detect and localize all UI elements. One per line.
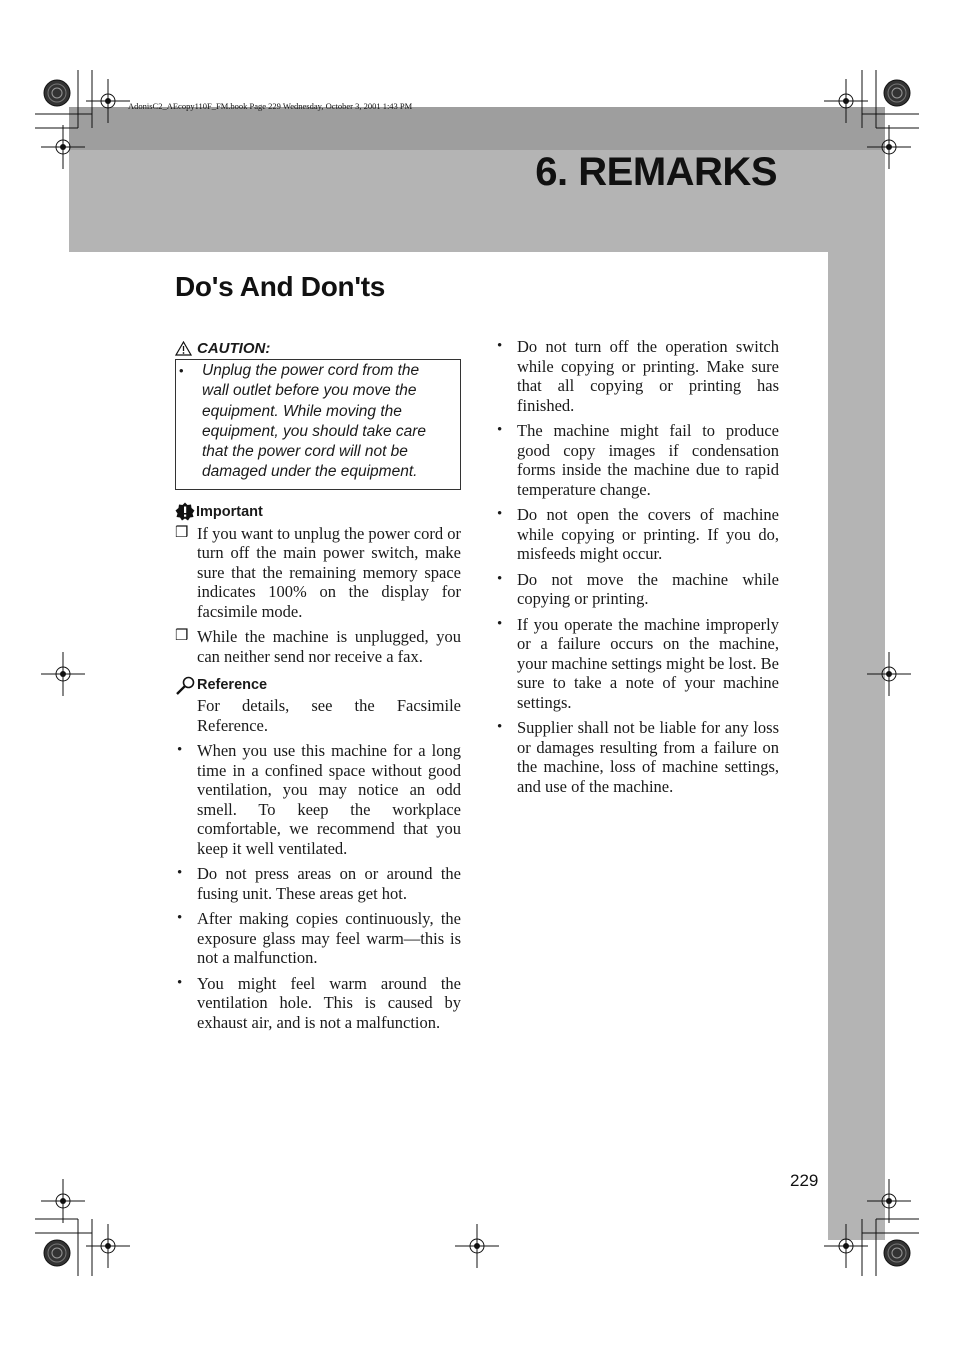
chapter-title: 6. REMARKS (535, 150, 777, 194)
reference-label: Reference (197, 677, 268, 694)
bullet-icon: • (177, 974, 183, 991)
caution-text: Unplug the power cord from the wall outlet before you move the equipment. While moving the equipment, you should take care that the power cord will not be damaged under the equipment. (202, 362, 427, 481)
important-list (175, 524, 461, 667)
caution-heading (175, 338, 461, 358)
list-item (175, 909, 461, 968)
list-item-text: You might feel warm around the ventilation hole. This is caused by exhaust air, and is not a malfunction. (197, 973, 461, 1032)
bullet-icon: • (497, 422, 503, 438)
left-column (175, 338, 461, 1038)
checkbox-icon: ❒ (175, 524, 189, 541)
list-item-text: After making copies continuously, the exposure glass may feel warm—this is not a malfunction. (197, 909, 461, 968)
caution-item (179, 361, 450, 483)
bullet-icon: • (497, 719, 503, 735)
important-item-text: While the machine is unplugged, you can neither send nor receive a fax. (197, 627, 461, 666)
registration-bottom-left-icon (86, 1224, 130, 1268)
list-item-text: The machine might fail to produce good copy images if condensation forms inside the machine due to rapid temperature change. (517, 421, 779, 499)
bullet-icon: • (177, 742, 183, 759)
list-item-text: Do not move the machine while copying or printing. (517, 569, 779, 608)
important-heading (175, 502, 461, 522)
important-item (175, 627, 461, 666)
rosette-top-left-icon (44, 80, 70, 106)
registration-top-left-icon (86, 79, 130, 123)
important-item (175, 524, 461, 622)
registration-right-middle-icon (867, 652, 911, 696)
registration-right-lower-icon (867, 1179, 911, 1223)
important-label: Important (196, 503, 263, 520)
section-title: Do's And Don'ts (175, 271, 385, 302)
registration-top-right-icon (824, 79, 868, 123)
registration-left-upper-icon (41, 125, 85, 169)
registration-bottom-center-icon (455, 1224, 499, 1268)
registration-left-middle-icon (41, 652, 85, 696)
reference-heading (175, 675, 461, 695)
right-column (495, 337, 779, 802)
rosette-top-right-icon (884, 80, 910, 106)
list-item-text: When you use this machine for a long time in a confined space without good ventilation, you may notice an odd smell. To keep the workplace comfortable, we recommend that you keep it well ventilated. (197, 741, 461, 858)
page-number: 229 (790, 1171, 819, 1190)
list-item (495, 570, 779, 609)
checkbox-icon: ❒ (175, 628, 189, 645)
list-item (495, 615, 779, 713)
list-item (495, 718, 779, 796)
bullet-icon: • (177, 865, 183, 882)
registration-right-upper-icon (867, 125, 911, 169)
list-item (495, 337, 779, 415)
rosette-bottom-left-icon (44, 1240, 70, 1266)
bullet-icon: • (497, 570, 503, 587)
bullet-icon: • (497, 338, 503, 354)
list-item-text: If you operate the machine improperly or a failure occurs on the machine, your machine settings might be lost. Be sure to take a note of your machine settings. (517, 614, 779, 712)
list-item (175, 864, 461, 903)
left-bullet-list (175, 741, 461, 1032)
bullet-icon: • (497, 506, 503, 522)
rosette-bottom-right-icon (884, 1240, 910, 1266)
list-item-text: Do not press areas on or around the fusing unit. These areas get hot. (197, 864, 461, 903)
print-job-info: AdonisC2_AEcopy110F_FM.book Page 229 Wednesday, October 3, 2001 1:43 PM (128, 101, 413, 111)
list-item-text: Supplier shall not be liable for any loss or damages resulting from a failure on the machine, loss of machine settings, and use of the machine. (517, 718, 779, 796)
crop-lines (35, 70, 919, 1276)
bullet-icon: • (497, 615, 503, 632)
list-item (175, 974, 461, 1033)
registration-bottom-right-icon (824, 1224, 868, 1268)
important-item-text: If you want to unplug the power cord or turn off the main power switch, make sure that the remaining memory space indicates 100% on the display for facsimile mode. (197, 523, 461, 621)
reference-magnifier-icon (175, 676, 196, 695)
list-item (495, 505, 779, 564)
reference-text: For details, see the Facsimile Reference. (197, 696, 461, 735)
warning-triangle-icon (175, 341, 192, 356)
list-item (175, 741, 461, 858)
registration-left-lower-icon (41, 1179, 85, 1223)
bullet-icon: • (179, 363, 184, 378)
caution-box (175, 359, 461, 490)
list-item-text: Do not turn off the operation switch while copying or printing. Make sure that all copying or printing has finished. (517, 337, 779, 415)
list-item-text: Do not open the covers of machine while copying or printing. If you do, misfeeds might occur. (517, 505, 779, 563)
bullet-icon: • (177, 910, 183, 927)
caution-label: CAUTION: (197, 339, 271, 357)
important-icon (175, 502, 195, 521)
list-item (495, 421, 779, 499)
